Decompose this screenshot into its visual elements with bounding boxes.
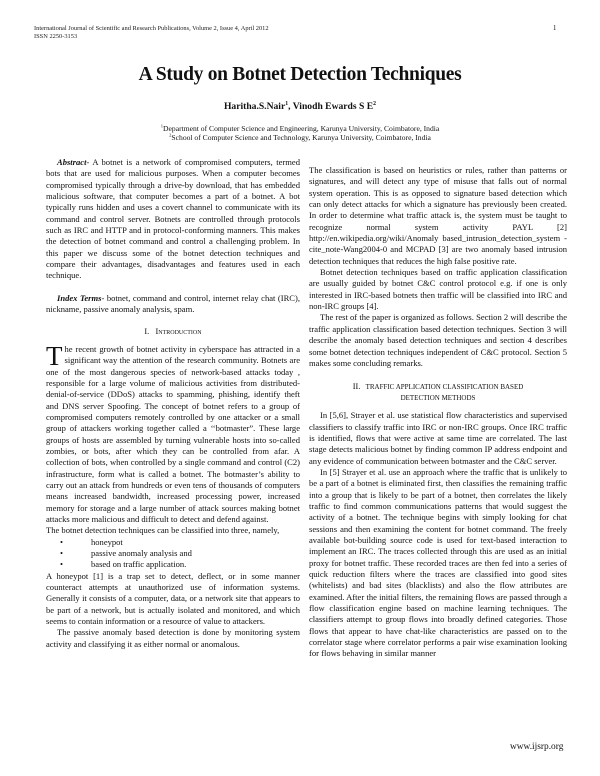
section-title: Introduction (155, 327, 202, 337)
author-2: Vinodh Ewards S E (292, 101, 374, 112)
section-number: II. (352, 382, 361, 392)
section-title-line-2: DETECTION METHODS (400, 394, 476, 403)
left-column (46, 157, 300, 650)
affiliation-1 (0, 124, 600, 133)
abstract (46, 157, 300, 282)
intro-paragraph-6: Botnet detection techniques based on traffic application classification are usually guided by botnet C&C control protocol e.g. if one is only interested in IRC-based botnets then traffic will be classified into IRC and non-IRC groups [4]. (309, 267, 567, 312)
right-column (309, 165, 567, 660)
journal-name: International Journal of Scientific and Research Publications, Volume 2, Issue 4, April 2012 (34, 25, 269, 32)
running-header (34, 25, 269, 41)
paragraph-text: he recent growth of botnet activity in cyberspace has attracted in a significant way the attention of the research community. Botnets are one of the most dangerous species of network-based attacks today , responsible for a large volume of malicious activities from distributed-denial-of-service (DDoS) attacks to spamming, phishing, identify theft and DNS server Spoofing. The concept of botnet refers to a group of compromised computers remotely controlled by one attacker or a small group of attackers working together called a ‘‘botmaster”. These large groups of hosts are assembled by turning vulnerable hosts into so-called zombies, or bots, after which they can be controlled from afar. A collection of bots, when controlled by a single command and control (C2) infrastructure, form what is called a botnet. The botmaster’s ability to carry out an attack from hundreds or even tens of thousands of computers means increased bandwidth, increased processing power, increased memory for storage and a large number of attack sources making botnet attacks more malicious and difficult to detect and defend against. (46, 343, 300, 524)
footer-url: www.ijsrp.org (510, 742, 564, 752)
bullet-text: based on traffic application. (91, 559, 187, 570)
intro-paragraph-2: The botnet detection techniques can be classified into three, namely, (46, 525, 280, 536)
index-terms-label: Index Terms (57, 292, 102, 303)
section-title-line-1: TRAFFIC APPLICATION CLASSIFICATION BASED (365, 383, 524, 392)
bullet-item: • honeypot (60, 536, 123, 547)
bullet-text: honeypot (91, 536, 123, 547)
bullet-text: passive anomaly analysis and (91, 548, 192, 558)
section-2-heading (309, 381, 567, 404)
abstract-label: Abstract- (57, 157, 90, 167)
affiliation-2 (0, 133, 600, 142)
intro-paragraph-3: A honeypot [1] is a trap set to detect, deflect, or in some manner counteract attempts at unauthorized use of information systems. Generally it consists of a computer, data, or a network site that appears to be part of a network, but is actually isolated and monitored, and which seems to contain information or a resource of value to attackers. (46, 570, 300, 627)
intro-paragraph-4: The passive anomaly based detection is done by monitoring system activity and classifying it as either normal or anomalous. (46, 627, 300, 649)
intro-paragraph-7: The rest of the paper is organized as follows. Section 2 will describe the traffic application classification based detection techniques. Section 3 will describe the anomaly based detection techniques and section 4 describes some botnet detection techniques independent of C&C protocol. Section 5 makes some concluding remarks. (309, 312, 567, 368)
issn: ISSN 2250-3153 (34, 33, 78, 40)
intro-paragraph-5: The classification is based on heuristics or rules, rather than patterns or signatures, and will detect any type of misuse that falls out of normal system operation. This is as opposed to signature based detection which can only detect attacks for which a signature has previously been created. In order to determine what traffic attack is, the system must be taught to recognize normal system activity PAYL [2] http://en.wikipedia.org/wiki/Anomaly based_intrusion_detection_system - cite_note-Wang2004-0 and MCPAD [3] are two anomaly based intrusion detection techniques that reduces the high false positive rate. (309, 165, 567, 266)
page-number: 1 (553, 25, 557, 32)
authors (0, 101, 600, 112)
aff-text: Department of Computer Science and Engineering, Karunya University, Coimbatore, India (163, 124, 440, 133)
bullet-item: • passive anomaly analysis and (60, 548, 192, 558)
aff-sup: 2 (169, 132, 172, 138)
index-terms-text: - botnet, command and control, internet relay chat (IRC), nickname, passive anomaly analysis, spam. (46, 292, 300, 315)
drop-cap: T (46, 340, 63, 371)
aff-sup: 1 (160, 123, 164, 129)
abstract-text: A botnet is a network of compromised computers, termed bots that are used for malicious purposes. When a computer becomes compromised typically through a drive-by download, that has embedded malicious software, that computer becomes a part of a botnet. A bot typically runs hidden and uses a covert channel to communicate with its command and control server. Botnets are controlled through protocols such as IRC and HTTP and in protocol-conforming manners. This makes the detection of botnet command and control a challenging problem. In this paper we discuss some of the botnet detection techniques and compare their advantages, disadvantages and features used in each technique. (46, 157, 300, 281)
paper-title: A Study on Botnet Detection Techniques (138, 64, 462, 85)
section-2-paragraph-2: In [5] Strayer et al. use an approach where the traffic that is unlikely to be a part of a botnet is eliminated first, then classifies the remaining traffic into a group that is likely to be part of a botnet, then correlates the likely traffic to find common communications patterns that would suggest the activity of a botnet. The technique begins with simply looking for chat sessions and then examining the content for botnet command. The freely available bot-building source code is used for text-based interaction to implement an IRC. The traces collected through this are used as an initial proxy for botnet traffic. These recorded traces are then fed into a series of quick reduction filters where the traces are classified into good sites (whitelists) and bad sites (blacklists) and also the flow attributes are examined. After the initial filters, the remaining flows are passed through a flow classification engine based on machine learning techniques. The classifiers attempt to group flows into broadly defined categories. Those flows that appear to have chat-like characteristics are passed on to the correlator stage where correlator performs a pair wise examination looking for flows behaving in similar manner (309, 466, 567, 659)
author-1: Haritha.S.Nair (223, 101, 286, 112)
section-number: I. (144, 327, 150, 337)
index-terms (46, 293, 300, 316)
author-2-sup: 2 (373, 100, 377, 107)
author-1-sup: 1 (285, 100, 289, 107)
bullet-item: • based on traffic application. (60, 559, 187, 570)
affiliations (0, 124, 600, 142)
section-1-heading (46, 326, 300, 337)
author-separator: , (288, 101, 293, 112)
section-2-paragraph-1: In [5,6], Strayer et al. use statistical flow characteristics and supervised classifiers to classify traffic into IRC or non-IRC groups. Once IRC traffic is identified, flows that were active at same time are correlated. The last stage detects malicious botnet by finding common IP address endpoint and any evidence of communication between botmaster and the C&C server. (309, 410, 567, 466)
aff-text: School of Computer Science and Technology, Karunya University, Coimbatore, India (171, 133, 431, 142)
intro-paragraph-1 (46, 340, 300, 526)
